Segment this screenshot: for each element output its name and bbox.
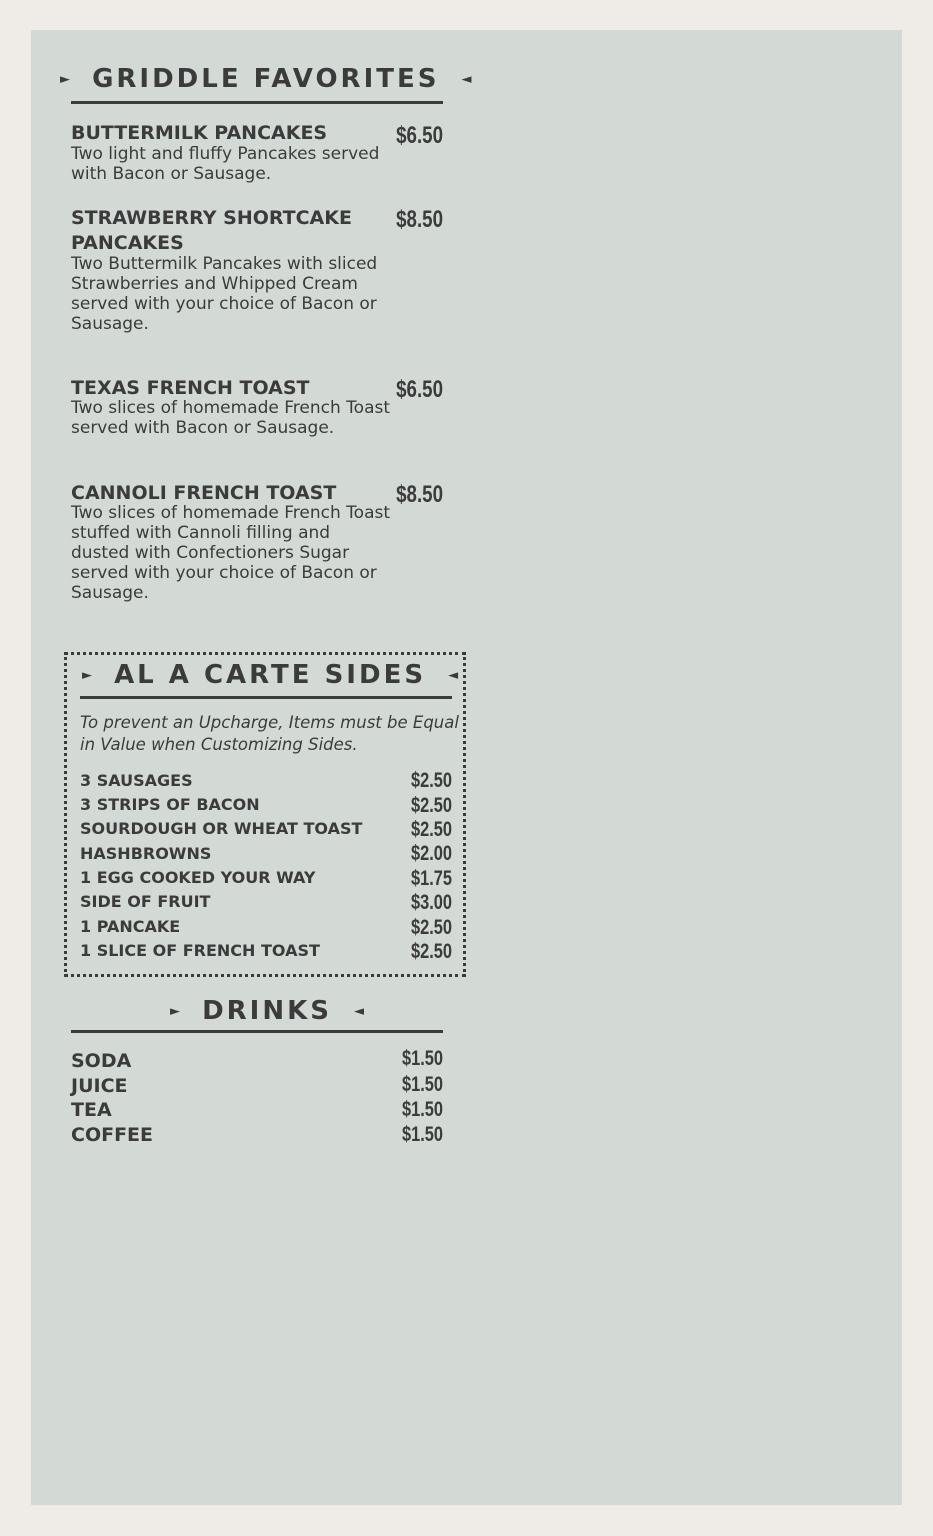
menu-item-name: STRAWBERRY SHORTCAKE PANCAKES — [71, 207, 352, 254]
arrow-right-icon: ► — [60, 72, 70, 87]
side-item-price: $2.50 — [411, 769, 452, 792]
side-item-name: SIDE OF FRUIT — [80, 892, 211, 911]
side-item-name: 1 SLICE OF FRENCH TOAST — [80, 941, 320, 960]
menu-item-desc: Two slices of homemade French Toast served with Bacon or Sausage. — [71, 398, 391, 438]
side-item-price: $2.50 — [411, 794, 452, 817]
drinks-title-rule — [71, 1030, 443, 1033]
drink-item-price: $1.50 — [402, 1073, 443, 1096]
drink-item-price: $1.50 — [402, 1123, 443, 1146]
menu-item-price: $8.50 — [396, 206, 443, 233]
sides-title-rule — [80, 696, 452, 699]
griddle-title-text: GRIDDLE FAVORITES — [92, 64, 440, 94]
drink-item-name: SODA — [71, 1050, 132, 1072]
drink-item-name: COFFEE — [71, 1124, 154, 1146]
drink-item-name: JUICE — [71, 1075, 128, 1097]
side-item-price: $2.50 — [411, 818, 452, 841]
griddle-title-rule — [71, 101, 443, 104]
side-item-price: $2.50 — [411, 916, 452, 939]
side-item-price: $2.00 — [411, 842, 452, 865]
drink-item-price: $1.50 — [402, 1098, 443, 1121]
side-item-name: 3 SAUSAGES — [80, 771, 193, 790]
sides-note: To prevent an Upcharge, Items must be Equal in Value when Customizing Sides. — [80, 713, 459, 754]
arrow-left-icon: ◄ — [461, 72, 472, 87]
side-item-price: $2.50 — [411, 940, 452, 963]
menu-item-desc: Two Buttermilk Pancakes with sliced Strawberries and Whipped Cream served with your choice of Bacon or Sausage. — [71, 254, 378, 334]
menu-item-price: $8.50 — [396, 481, 443, 508]
side-item-price: $3.00 — [411, 891, 452, 914]
menu-item-desc: Two light and fluffy Pancakes served with Bacon or Sausage. — [71, 144, 380, 184]
menu-item-desc: Two slices of homemade French Toast stuffed with Cannoli filling and dusted with Confectioners Sugar served with your choice of Bacon or Sausage. — [71, 503, 391, 603]
griddle-title — [60, 64, 472, 94]
menu-item-price: $6.50 — [396, 376, 443, 403]
drinks-title-text: DRINKS — [202, 996, 332, 1026]
side-item-name: 1 EGG COOKED YOUR WAY — [80, 868, 316, 887]
menu-item-name: TEXAS FRENCH TOAST — [71, 377, 310, 399]
sides-title — [82, 660, 458, 690]
menu-item-name: BUTTERMILK PANCAKES — [71, 122, 328, 144]
arrow-right-icon: ► — [170, 1004, 180, 1019]
menu-item-name: CANNOLI FRENCH TOAST — [71, 482, 337, 504]
drink-item-price: $1.50 — [402, 1047, 443, 1070]
menu-item-price: $6.50 — [396, 122, 443, 149]
side-item-name: 1 PANCAKE — [80, 917, 181, 936]
side-item-price: $1.75 — [411, 867, 452, 890]
side-item-name: HASHBROWNS — [80, 844, 212, 863]
side-item-name: 3 STRIPS OF BACON — [80, 795, 260, 814]
arrow-right-icon: ► — [82, 668, 92, 683]
sides-title-text: AL A CARTE SIDES — [114, 660, 427, 690]
arrow-left-icon: ◄ — [354, 1004, 365, 1019]
drink-item-name: TEA — [71, 1099, 112, 1121]
drinks-title — [170, 996, 364, 1026]
arrow-left-icon: ◄ — [448, 668, 459, 683]
side-item-name: SOURDOUGH OR WHEAT TOAST — [80, 819, 363, 838]
